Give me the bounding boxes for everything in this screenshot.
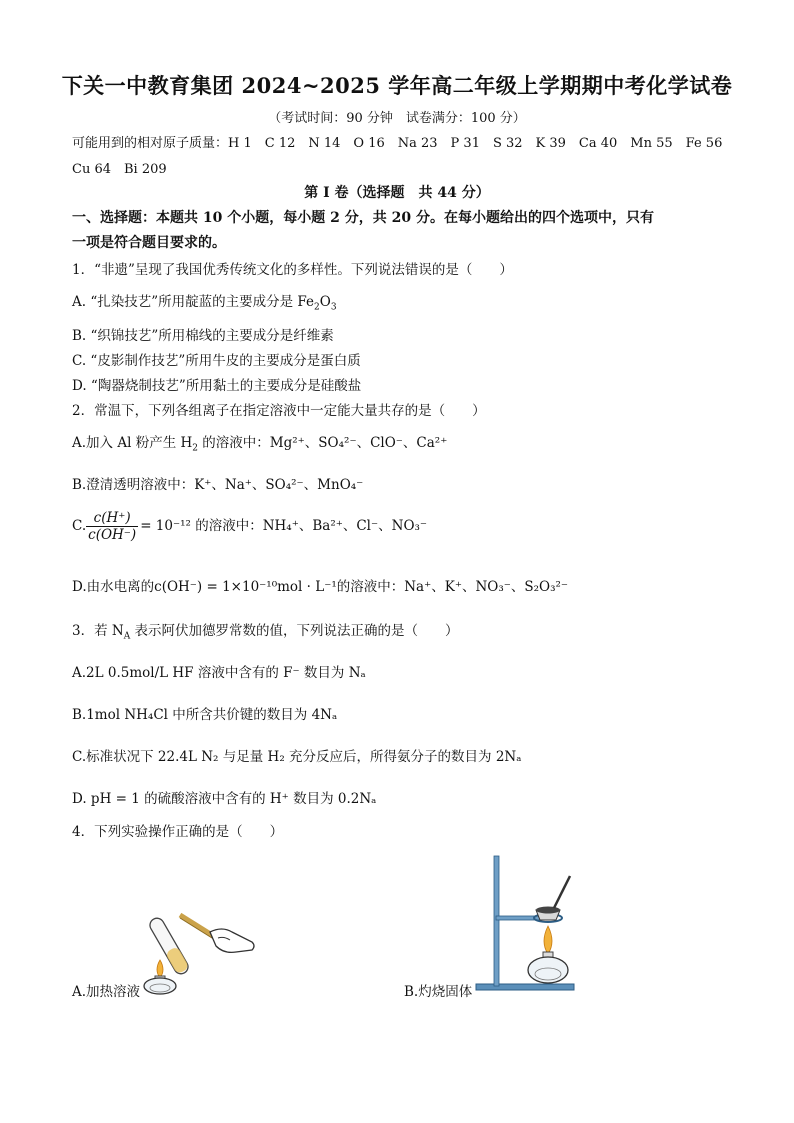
exam-subtitle: （考试时间：90 分钟 试卷满分：100 分） — [268, 111, 526, 126]
q2-option-b-prefix: B.澄清透明溶液中： — [72, 477, 195, 493]
atomic-mass-line-1: 可能用到的相对原子质量：H 1 C 12 N 14 O 16 Na 23 P 31 S 32 K 39 Ca 40 Mn 55 Fe 56 — [72, 136, 723, 151]
glass-rod-icon — [554, 876, 570, 908]
section-instruction-2: 一项是符合题目要求的。 — [72, 235, 226, 251]
test-tube-icon — [147, 916, 190, 977]
q3-option-a: A.2L 0.5mol/L HF 溶液中含有的 F⁻ 数目为 Nₐ — [72, 665, 366, 681]
q2-option-a-prefix: A.加入 Al 粉产生 H — [72, 435, 193, 451]
q1-option-d: D. “陶器烧制技艺”所用黏土的主要成分是硅酸盐 — [72, 378, 362, 394]
q3-stem-text: 3．若 N — [72, 623, 124, 639]
q3-stem: 3．若 $N_A$ 表示阿伏加德罗常数的值，下列说法正确的是（ ） — [72, 623, 459, 642]
solid-sample-icon — [536, 907, 560, 914]
flame-icon — [157, 960, 163, 978]
q2-option-d — [72, 575, 568, 595]
q2-option-a-ions: Mg²⁺、SO₄²⁻、ClO⁻、Ca²⁺ — [269, 435, 448, 451]
q2-option-b — [72, 473, 363, 493]
heating-test-tube-figure — [140, 880, 260, 995]
section-title: 第 I 卷（选择题 共 44 分） — [304, 185, 490, 201]
burning-solid-figure — [470, 850, 580, 995]
exam-title: 下关一中教育集团 2024~2025 学年高二年级上学期期中考化学试卷 — [61, 73, 733, 98]
q4-option-a-caption: A.加热溶液 — [72, 984, 141, 1000]
alcohol-lamp-icon — [144, 976, 176, 994]
q2-option-d-expr: c(OH⁻) = 1×10⁻¹⁰mol · L⁻¹ — [154, 579, 337, 595]
q2-option-d-rest: 的溶液中：Na⁺、K⁺、NO₃⁻、S₂O₃²⁻ — [336, 579, 569, 595]
q2-option-a: A.加入 Al 粉产生 $H_2$ 的溶液中：Mg²⁺、SO₄²⁻、ClO⁻、Ca²⁺ — [72, 435, 448, 454]
q3-option-b: B.1mol NH₄Cl 中所含共价键的数目为 4Nₐ — [72, 707, 338, 723]
q2-c-denominator: c(OH⁻) — [88, 527, 137, 543]
flame-icon — [544, 926, 552, 954]
q2-option-a-mid: 的溶液中： — [198, 435, 270, 451]
section-instruction-1: 一、选择题：本题共 10 个小题，每小题 2 分，共 20 分。在每小题给出的四个选项中，只有 — [72, 210, 654, 226]
q2-c-numerator: c(H⁺) — [86, 510, 138, 527]
atomic-mass-line-2: Cu 64 Bi 209 — [72, 162, 167, 177]
q2-option-d-prefix: D.由水电离的 — [72, 579, 155, 595]
q1-option-c: C. “皮影制作技艺”所用牛皮的主要成分是蛋白质 — [72, 353, 361, 369]
q2-option-c: C. $\frac{c(H^+)}{c(OH^-)}$ = 10⁻¹² 的溶液中：NH₄⁺、Ba²⁺、Cl⁻、NO₃⁻ — [72, 510, 428, 543]
q1-option-a-tail: O — [319, 294, 331, 310]
q1-option-b: B. “织锦技艺”所用棉线的主要成分是纤维素 — [72, 328, 334, 344]
q3-stem-rest: 表示阿伏加德罗常数的值，下列说法正确的是（ ） — [130, 623, 459, 639]
q4-option-b-caption: B.灼烧固体 — [404, 984, 473, 1000]
q1-option-a-text: A. “扎染技艺”所用靛蓝的主要成分是 Fe — [72, 294, 315, 310]
hand-icon — [210, 929, 254, 952]
q4-stem: 4．下列实验操作正确的是（ ） — [72, 824, 284, 840]
iron-stand-rod-icon — [494, 856, 499, 986]
q3-option-c: C.标准状况下 22.4L N₂ 与足量 H₂ 充分反应后，所得氨分子的数目为 2Nₐ — [72, 749, 522, 765]
q1-option-a: A. “扎染技艺”所用靛蓝的主要成分是 $Fe_2O_3$ — [72, 294, 337, 313]
q2-option-b-ions: K⁺、Na⁺、SO₄²⁻、MnO₄⁻ — [194, 477, 364, 493]
q2-option-c-rest: = 10⁻¹² 的溶液中：NH₄⁺、Ba²⁺、Cl⁻、NO₃⁻ — [140, 518, 428, 534]
q1-stem: 1．“非遗”呈现了我国优秀传统文化的多样性。下列说法错误的是（ ） — [72, 262, 513, 278]
q2-stem: 2．常温下，下列各组离子在指定溶液中一定能大量共存的是（ ） — [72, 403, 486, 419]
q2-option-c-fraction — [86, 510, 138, 543]
q3-option-d: D. pH = 1 的硫酸溶液中含有的 H⁺ 数目为 0.2Nₐ — [72, 791, 377, 807]
alcohol-lamp-icon — [528, 952, 568, 983]
iron-stand-base-icon — [476, 984, 574, 990]
